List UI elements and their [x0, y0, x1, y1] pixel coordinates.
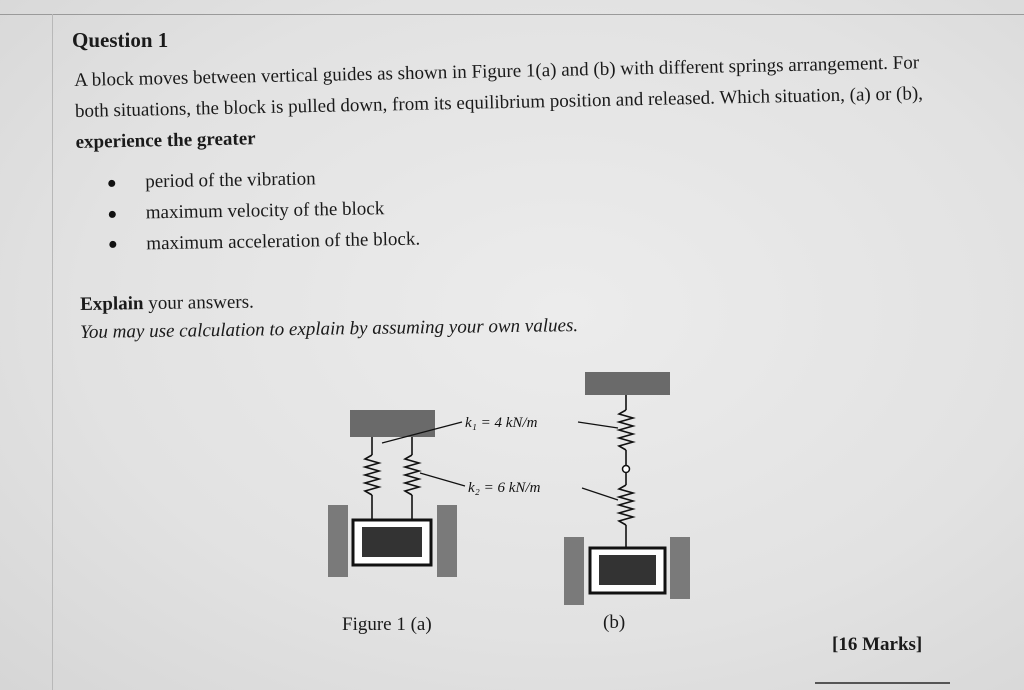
- bullet-icon: [109, 241, 116, 248]
- leader-k2-a: [420, 473, 465, 486]
- guide-right-a: [437, 505, 457, 577]
- ceiling-plate-b: [585, 372, 670, 395]
- guide-right-b: [670, 537, 690, 599]
- spring-figure: [320, 365, 700, 610]
- list-item: [109, 224, 420, 260]
- question-title: Question 1: [72, 28, 169, 52]
- question-intro: [74, 48, 946, 158]
- bullet-icon: [108, 180, 115, 187]
- bullet-text: period of the vibration: [145, 168, 316, 193]
- left-margin-line: [52, 14, 53, 690]
- spring-k2-a: [405, 437, 419, 520]
- spring-lower-b: [619, 473, 633, 548]
- spring-upper-b: [619, 395, 633, 465]
- block-b-inner: [599, 555, 656, 585]
- leader-k2-b: [582, 488, 618, 500]
- figure-caption-b: (b): [603, 612, 626, 633]
- k1-label: k₁ = 4 kN/m: [465, 415, 538, 431]
- guide-left-b: [564, 537, 584, 605]
- spring-k1-a: [365, 437, 379, 520]
- intro-text: A block moves between vertical guides as shown in Figure 1(a) and (b) with different springs arrangement. For both situations, the block is pulled down, from its equilibrium position and released. Which situation, (a) or (b),: [74, 52, 924, 122]
- bullet-text: maximum acceleration of the block.: [146, 228, 421, 254]
- marks-label: [16 Marks]: [832, 634, 923, 655]
- spring-joint-b: [623, 466, 630, 473]
- explain-instruction: [80, 292, 254, 316]
- leader-k1-b: [578, 422, 618, 428]
- top-border-line: [0, 14, 1024, 15]
- explain-rest: your answers.: [143, 291, 254, 315]
- explain-bold: Explain: [80, 293, 144, 315]
- bottom-border-line: [815, 682, 950, 684]
- bullet-text: maximum velocity of the block: [145, 197, 385, 224]
- block-a-inner: [362, 527, 422, 557]
- intro-bold-text: experience the greater: [75, 127, 256, 153]
- calculation-hint: You may use calculation to explain by assuming your own values.: [80, 315, 579, 343]
- bullet-list: [108, 163, 420, 261]
- k2-label: k₂ = 6 kN/m: [468, 480, 541, 496]
- guide-left-a: [328, 505, 348, 577]
- figure-caption-a: Figure 1 (a): [342, 614, 432, 635]
- bullet-icon: [109, 211, 116, 218]
